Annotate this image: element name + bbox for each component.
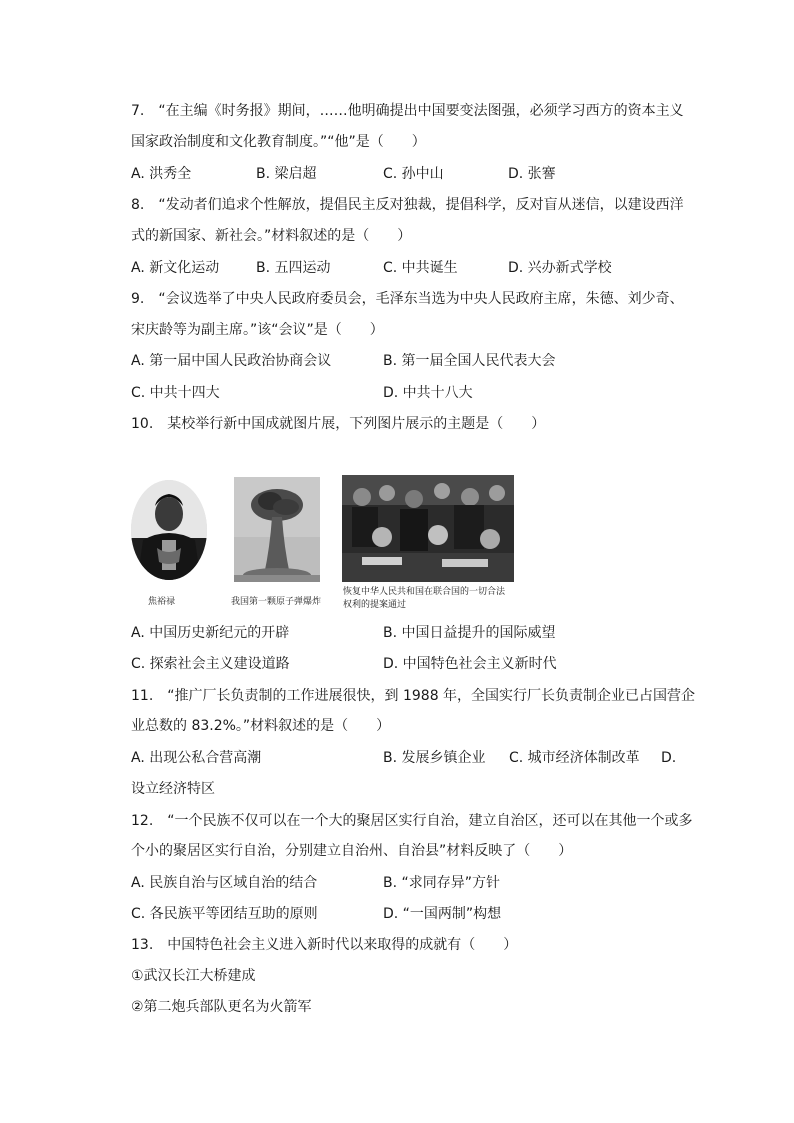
q10-option-c[interactable]: C. 探索社会主义建设道路 bbox=[131, 656, 290, 672]
portrait-image bbox=[129, 478, 209, 582]
q12-option-b[interactable]: B. “求同存异”方针 bbox=[383, 875, 501, 891]
q8-stem-line1: 8. “发动者们追求个性解放，提倡民主反对独裁，提倡科学，反对盲从迷信，以建设西洋 bbox=[131, 197, 684, 213]
q9-option-b[interactable]: B. 第一届全国人民代表大会 bbox=[383, 353, 556, 369]
q9-stem-line2: 宋庆龄等为副主席。”该“会议”是（ ） bbox=[131, 322, 384, 338]
q11-stem-line2: 业总数的 83.2%。”材料叙述的是（ ） bbox=[131, 718, 391, 734]
q7-option-d[interactable]: D. 张謇 bbox=[508, 166, 556, 182]
q12-stem-line2: 个小的聚居区实行自治，分别建立自治州、自治县”材料反映了（ ） bbox=[131, 843, 573, 859]
q8-stem-line2: 式的新国家、新社会。”材料叙述的是（ ） bbox=[131, 228, 412, 244]
q9-stem-line1: 9. “会议选举了中央人民政府委员会，毛泽东当选为中央人民政府主席，朱德、刘少奇、 bbox=[131, 291, 684, 307]
q11-option-d-text[interactable]: 设立经济特区 bbox=[131, 781, 215, 797]
q11-option-a[interactable]: A. 出现公私合营高潮 bbox=[131, 750, 262, 766]
photo-un-assembly bbox=[342, 475, 514, 582]
q9-option-d[interactable]: D. 中共十八大 bbox=[383, 385, 473, 401]
q8-option-b[interactable]: B. 五四运动 bbox=[256, 260, 331, 276]
q13-stem: 13. 中国特色社会主义进入新时代以来取得的成就有（ ） bbox=[131, 937, 518, 953]
q11-option-b[interactable]: B. 发展乡镇企业 bbox=[383, 750, 486, 766]
photo-atomic-bomb bbox=[234, 477, 320, 582]
q9-option-c[interactable]: C. 中共十四大 bbox=[131, 385, 220, 401]
q13-item-1: ①武汉长江大桥建成 bbox=[131, 968, 256, 984]
caption-atomic-bomb: 我国第一颗原子弹爆炸 bbox=[231, 597, 322, 607]
un-assembly-image bbox=[342, 475, 514, 582]
q7-stem-line1: 7. “在主编《时务报》期间，……他明确提出中国要变法图强，必须学习西方的资本主义 bbox=[131, 103, 684, 119]
caption-un-line2: 权利的提案通过 bbox=[343, 600, 407, 610]
photo-portrait bbox=[129, 478, 209, 582]
q12-option-a[interactable]: A. 民族自治与区域自治的结合 bbox=[131, 875, 318, 891]
q10-stem: 10. 某校举行新中国成就图片展，下列图片展示的主题是（ ） bbox=[131, 416, 546, 432]
q12-stem-line1: 12. “一个民族不仅可以在一个大的聚居区实行自治，建立自治区，还可以在其他一个或多 bbox=[131, 813, 693, 829]
q8-option-c[interactable]: C. 中共诞生 bbox=[383, 260, 458, 276]
q10-option-a[interactable]: A. 中国历史新纪元的开辟 bbox=[131, 625, 290, 641]
q10-option-b[interactable]: B. 中国日益提升的国际威望 bbox=[383, 625, 556, 641]
q7-stem-line2: 国家政治制度和文化教育制度。”“他”是（ ） bbox=[131, 134, 426, 150]
q11-option-d-label[interactable]: D. bbox=[661, 750, 677, 766]
q7-option-b[interactable]: B. 梁启超 bbox=[256, 166, 317, 182]
q8-option-d[interactable]: D. 兴办新式学校 bbox=[508, 260, 612, 276]
caption-portrait: 焦裕禄 bbox=[148, 597, 176, 607]
q13-item-2: ②第二炮兵部队更名为火箭军 bbox=[131, 999, 312, 1015]
q10-option-d[interactable]: D. 中国特色社会主义新时代 bbox=[383, 656, 557, 672]
caption-un-line1: 恢复中华人民共和国在联合国的一切合法 bbox=[343, 587, 506, 597]
q12-option-c[interactable]: C. 各民族平等团结互助的原则 bbox=[131, 906, 318, 922]
q8-option-a[interactable]: A. 新文化运动 bbox=[131, 260, 220, 276]
q7-option-a[interactable]: A. 洪秀全 bbox=[131, 166, 192, 182]
q11-stem-line1: 11. “推广厂长负责制的工作进展很快，到 1988 年，全国实行厂长负责制企业已占国营企 bbox=[131, 688, 696, 704]
q7-option-c[interactable]: C. 孙中山 bbox=[383, 166, 444, 182]
q11-option-c[interactable]: C. 城市经济体制改革 bbox=[509, 750, 640, 766]
q9-option-a[interactable]: A. 第一届中国人民政治协商会议 bbox=[131, 353, 332, 369]
mushroom-cloud-image bbox=[234, 477, 320, 582]
q12-option-d[interactable]: D. “一国两制”构想 bbox=[383, 906, 502, 922]
